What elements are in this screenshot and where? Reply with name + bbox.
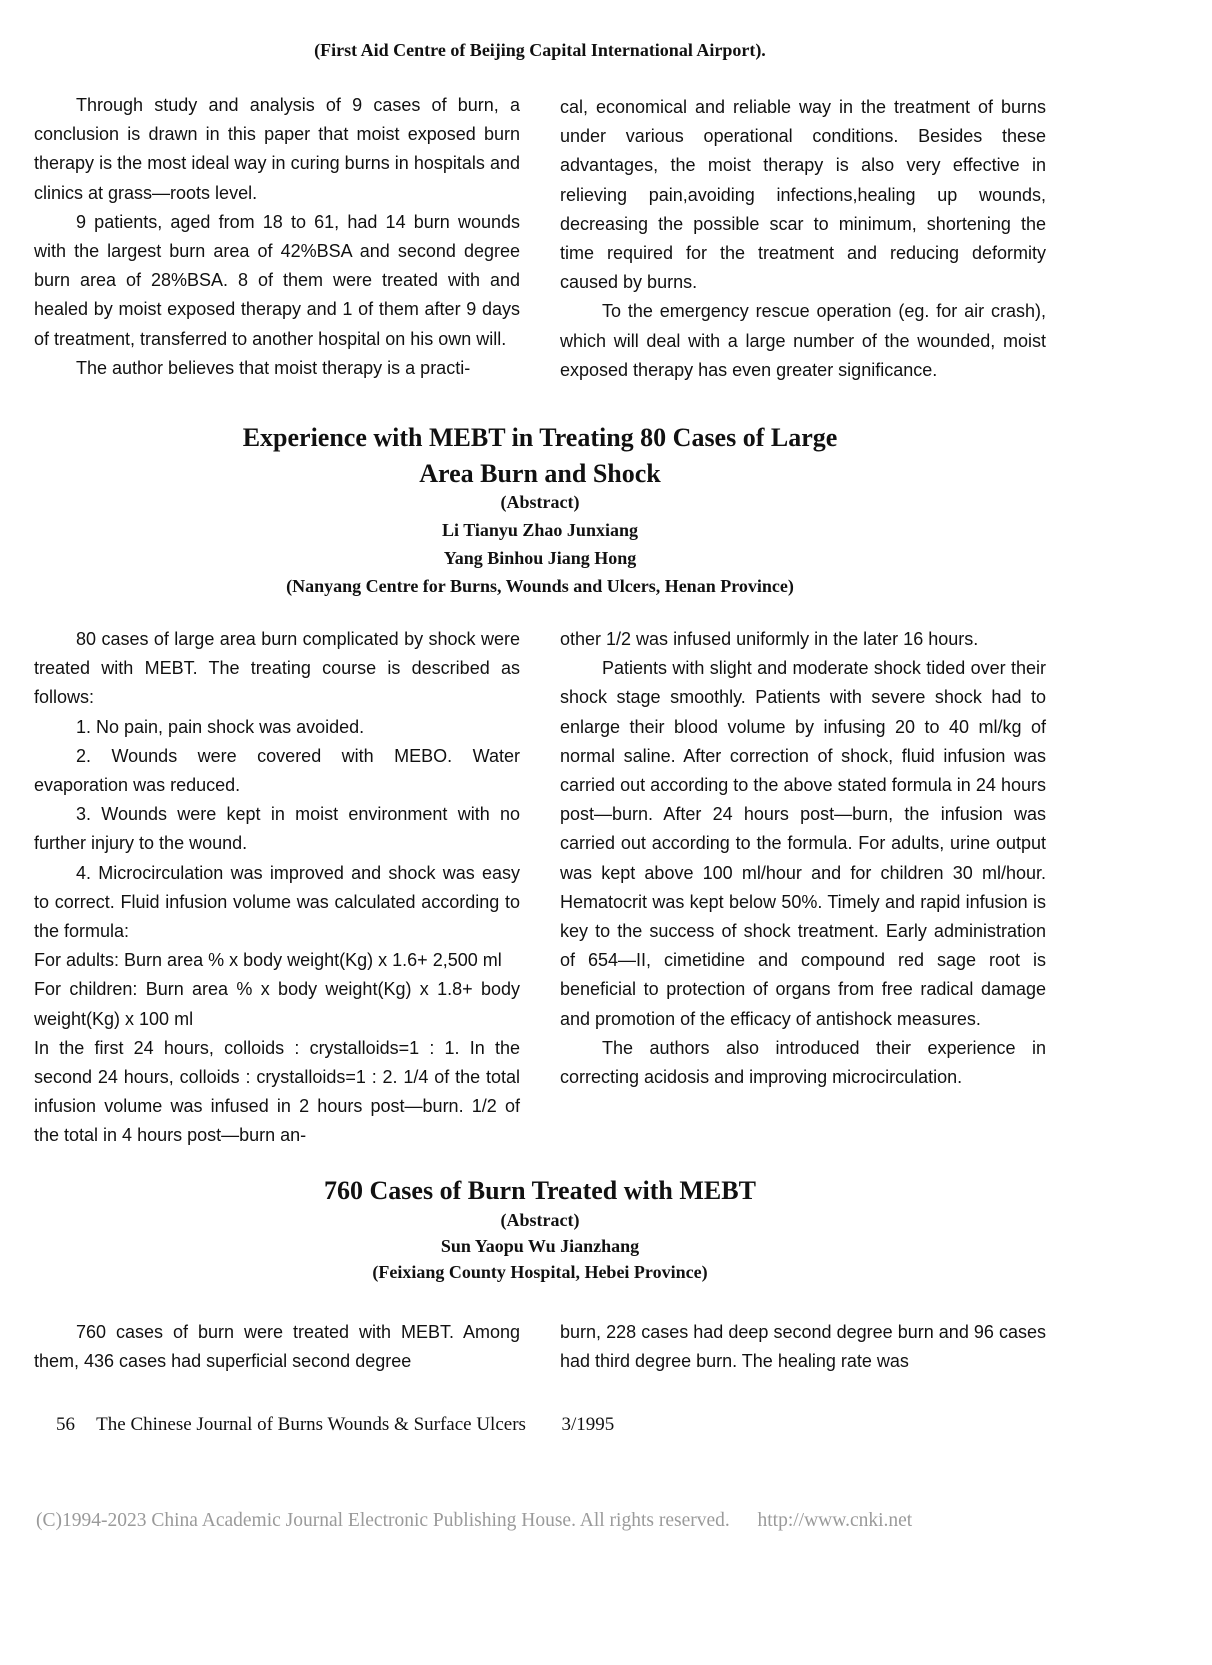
list-item: 1. No pain, pain shock was avoided. [76, 716, 365, 737]
authors: Yang Binhou Jiang Hong [443, 548, 637, 568]
formula-children: For children: Burn area % x body weight(Kg) x 1.8+ body weight(Kg) x 100 ml [34, 979, 520, 1029]
paragraph: The author believes that moist therapy is a practi- [76, 357, 471, 378]
article3-right-column [560, 1318, 1046, 1376]
abstract-label: (Abstract) [500, 492, 580, 512]
copyright-text: (C)1994-2023 China Academic Journal Electronic Publishing House. All rights reserved. [36, 1510, 730, 1531]
affiliation: (Nanyang Centre for Burns, Wounds and Ulcers, Henan Province) [286, 576, 794, 596]
article2-title-line2: Area Burn and Shock [419, 459, 661, 488]
paragraph: The authors also introduced their experience in correcting acidosis and improving microcirculation. [560, 1037, 1046, 1088]
list-item: 3. Wounds were kept in moist environment with no further injury to the wound. [34, 804, 520, 854]
page-footer [56, 1414, 614, 1436]
article1-left-column [34, 91, 520, 383]
authors: Li Tianyu Zhao Junxiang [442, 520, 638, 540]
issue: 3/1995 [561, 1414, 615, 1435]
copyright-watermark [36, 1510, 912, 1532]
paragraph: To the emergency rescue operation (eg. for air crash), which will deal with a large number of the wounded, moist exposed therapy has even greater significance. [560, 301, 1046, 380]
article3-meta [0, 1207, 1080, 1285]
paragraph: In the first 24 hours, colloids : crystalloids=1 : 1. In the second 24 hours, colloids : crystalloids=1 : 2. 1/4 of the total infusion volume was infused in 2 hours post—burn. 1/2 of the total in 4 hours post—burn an- [34, 1037, 520, 1146]
paragraph: other 1/2 was infused uniformly in the later 16 hours. [560, 629, 979, 649]
paragraph: burn, 228 cases had deep second degree burn and 96 cases had third degree burn. The healing rate was [560, 1322, 1046, 1372]
article1-right-column [560, 93, 1046, 385]
article3-title: 760 Cases of Burn Treated with MEBT [324, 1176, 756, 1205]
article2-left-column [34, 625, 520, 1151]
paragraph: 9 patients, aged from 18 to 61, had 14 burn wounds with the largest burn area of 42%BSA and second degree burn area of 28%BSA. 8 of them were treated with and healed by moist exposed therapy and 1 of them after 9 days of treatment, transferred to another hospital on his own will. [34, 211, 520, 349]
list-item: 4. Microcirculation was improved and shock was easy to correct. Fluid infusion volume was calculated according to the formula: [34, 862, 520, 942]
paragraph: cal, economical and reliable way in the treatment of burns under various operational conditions. Besides these advantages, the moist therapy is also very effective in relieving pain,avoiding infections,healing up wounds, decreasing the possible scar to minimum, shortening the time required for the treatment and reducing deformity caused by burns. [560, 97, 1046, 293]
formula-adults: For adults: Burn area % x body weight(Kg) x 1.6+ 2,500 ml [34, 950, 502, 971]
article2-meta [0, 488, 1080, 600]
paragraph: Through study and analysis of 9 cases of burn, a conclusion is drawn in this paper that moist exposed burn therapy is the most ideal way in curing burns in hospitals and clinics at grass—roots level. [34, 95, 520, 203]
paragraph: 760 cases of burn were treated with MEBT. Among them, 436 cases had superficial second degree [34, 1322, 520, 1372]
paragraph: Patients with slight and moderate shock tided over their shock stage smoothly. Patients with severe shock had to enlarge their blood volume by infusing 20 to 40 ml/kg of normal saline. After correction of shock, fluid infusion was carried out according to the above stated formula in 24 hours post—burn. After 24 hours post—burn, the infusion was carried out according to the formula. For adults, urine output was kept above 100 ml/hour and for children 30 ml/hour. Hematocrit was kept below 50%. Timely and rapid infusion is key to the success of shock treatment. Early administration of 654—II, cimetidine and compound red sage root is beneficial to protection of organs from free radical damage and promotion of the efficacy of antishock measures. [560, 658, 1046, 1029]
article3-left-column [34, 1318, 520, 1376]
page-number: 56 [56, 1414, 75, 1435]
article2-title [0, 420, 1080, 492]
authors: Sun Yaopu Wu Jianzhang [440, 1236, 640, 1256]
article2-title-line1: Experience with MEBT in Treating 80 Cases of Large [242, 423, 838, 452]
prev-article-affiliation: (First Aid Centre of Beijing Capital International Airport). [314, 40, 766, 60]
affiliation: (Feixiang County Hospital, Hebei Province) [372, 1262, 708, 1282]
paragraph: 80 cases of large area burn complicated by shock were treated with MEBT. The treating course is described as follows: [34, 629, 520, 708]
abstract-label: (Abstract) [500, 1210, 580, 1230]
cnki-link[interactable]: http://www.cnki.net [757, 1510, 913, 1531]
list-item: 2. Wounds were covered with MEBO. Water evaporation was reduced. [34, 745, 520, 796]
article2-right-column [560, 625, 1046, 1092]
journal-name: The Chinese Journal of Burns Wounds & Surface Ulcers [96, 1414, 526, 1435]
